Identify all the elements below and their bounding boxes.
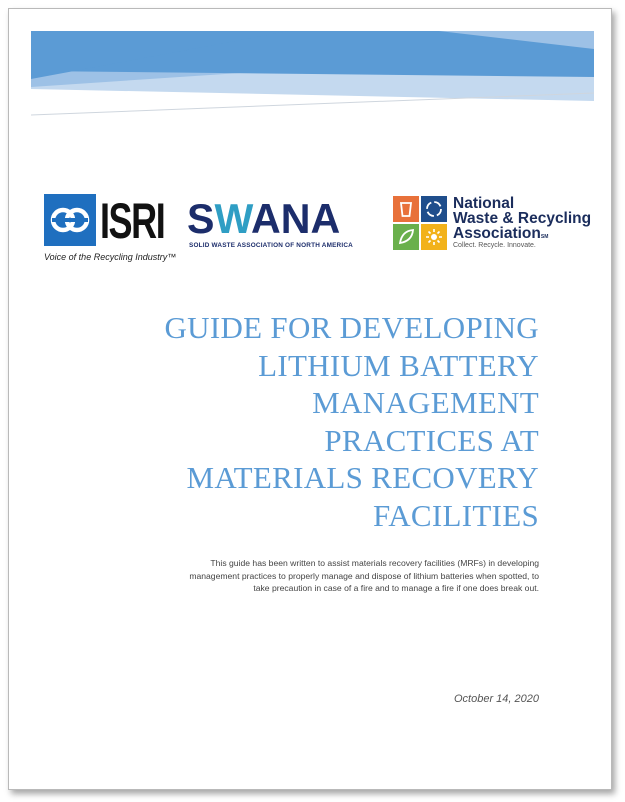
intro-line: This guide has been written to assist materials recovery facilities (MRFs) in developing (210, 558, 539, 568)
isri-emblem-icon (44, 194, 96, 246)
nwra-logo (393, 194, 603, 264)
title-line: MATERIALS RECOVERY (186, 460, 539, 495)
intro-line: take precaution in case of a fire and to manage a fire if one does break out. (253, 583, 539, 593)
nwra-tiles-icon (393, 196, 447, 250)
isri-logo (44, 193, 177, 274)
intro-line: management practices to properly manage and dispose of lithium batteries when spotted, to (189, 570, 539, 581)
title-line: FACILITIES (372, 497, 539, 533)
isri-wordmark: ISRI (100, 193, 165, 249)
document-page (8, 8, 612, 790)
swana-letter-s: S (187, 195, 215, 242)
title-line: PRACTICES AT (324, 422, 539, 458)
document-title (69, 309, 539, 534)
nwra-service-mark: SM (540, 234, 549, 240)
nwra-tagline: Collect. Recycle. Innovate. (453, 242, 536, 249)
banner-rule (31, 93, 594, 115)
swana-letter-w: W (214, 195, 252, 242)
intro-paragraph (79, 557, 539, 595)
swana-wordmark (187, 195, 340, 243)
title-line: LITHIUM BATTERY (258, 347, 539, 383)
nwra-wordmark (453, 196, 591, 245)
title-line: GUIDE FOR DEVELOPING (164, 310, 539, 345)
isri-tagline: Voice of the Recycling Industry™ (44, 252, 177, 262)
header-banner (9, 9, 611, 129)
swana-letters-ana: ANA (251, 195, 341, 242)
logo-row (9, 189, 611, 279)
swana-logo (187, 197, 377, 257)
title-line: MANAGEMENT (312, 385, 539, 420)
publication-date: October 14, 2020 (453, 693, 539, 705)
swana-subtitle: SOLID WASTE ASSOCIATION OF NORTH AMERICA (189, 242, 353, 249)
nwra-name-text: National Waste & Recycling Association (453, 195, 592, 242)
